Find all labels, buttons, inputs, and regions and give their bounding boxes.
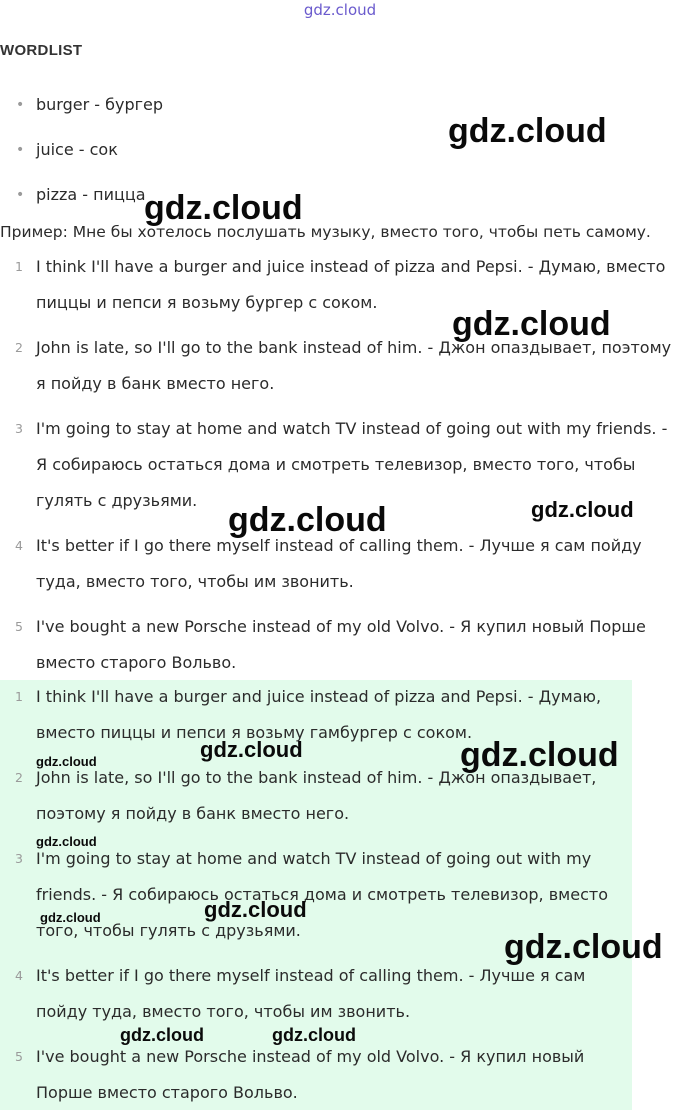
wordlist-item-text: juice - сок: [36, 140, 118, 159]
answer-item: [0, 958, 632, 1030]
wordlist: [0, 92, 163, 227]
item-number: 2: [15, 770, 23, 785]
bullet-icon: •: [16, 142, 25, 158]
watermark: gdz.cloud: [144, 189, 303, 227]
item-number: 3: [15, 421, 23, 436]
item-number: 2: [15, 340, 23, 355]
answer-text: I think I'll have a burger and juice instead of pizza and Pepsi. - Думаю, вместо пиццы и пепси я возьму бургер с соком.: [36, 257, 666, 312]
answer-text: I'm going to stay at home and watch TV instead of going out with my friends. - Я собираюсь остаться дома и смотреть телевизор, вместо того, чтобы гулять с друзьями.: [36, 419, 668, 510]
item-number: 4: [15, 538, 23, 553]
item-number: 5: [15, 619, 23, 634]
answer-text: It's better if I go there myself instead of calling them. - Лучше я сам пойду туда, вместо того, чтобы им звонить.: [36, 536, 642, 591]
item-number: 3: [15, 851, 23, 866]
watermark: gdz.cloud: [40, 910, 101, 925]
wordlist-item: [0, 137, 163, 182]
answer-text: I've bought a new Porsche instead of my old Volvo. - Я купил новый Порше вместо старого Вольво.: [36, 617, 646, 672]
watermark: gdz.cloud: [448, 112, 607, 150]
answer-text: I've bought a new Porsche instead of my old Volvo. - Я купил новый Порше вместо старого Вольво.: [36, 1047, 585, 1102]
watermark: gdz.cloud: [531, 497, 634, 522]
example-text: Пример: Мне бы хотелось послушать музыку, вместо того, чтобы петь самому.: [0, 223, 651, 241]
wordlist-item: [0, 92, 163, 137]
watermark-top: gdz.cloud: [303, 1, 377, 19]
watermark: gdz.cloud: [272, 1025, 356, 1045]
bullet-icon: •: [16, 97, 25, 113]
watermark: gdz.cloud: [36, 754, 97, 769]
watermark: gdz.cloud: [452, 305, 611, 343]
item-number: 4: [15, 968, 23, 983]
answer-text: It's better if I go there myself instead of calling them. - Лучше я сам пойду туда, вместо того, чтобы им звонить.: [36, 966, 586, 1021]
watermark: gdz.cloud: [120, 1025, 204, 1045]
answer-item: [0, 609, 680, 681]
item-number: 5: [15, 1049, 23, 1064]
watermark: gdz.cloud: [36, 834, 97, 849]
wordlist-item-text: burger - бургер: [36, 95, 164, 114]
answer-text: John is late, so I'll go to the bank instead of him. - Джон опаздывает, поэтому я пойду в банк вместо него.: [36, 338, 672, 393]
answer-text: John is late, so I'll go to the bank instead of him. - Джон опаздывает, поэтому я пойду в банк вместо него.: [36, 768, 597, 823]
bullet-icon: •: [16, 187, 25, 203]
wordlist-item-text: pizza - пицца: [36, 185, 146, 204]
item-number: 1: [15, 259, 23, 274]
watermark: gdz.cloud: [504, 928, 663, 966]
wordlist-heading: WORDLIST: [0, 42, 83, 59]
watermark: gdz.cloud: [228, 501, 387, 539]
watermark: gdz.cloud: [204, 897, 307, 922]
watermark: gdz.cloud: [460, 736, 619, 774]
item-number: 1: [15, 689, 23, 704]
watermark: gdz.cloud: [200, 737, 303, 762]
answer-item: [0, 1039, 632, 1111]
answer-text: I think I'll have a burger and juice instead of pizza and Pepsi. - Думаю, вместо пиццы и пепси я возьму гамбургер с соком.: [36, 687, 602, 742]
answer-text: I'm going to stay at home and watch TV instead of going out with my friends. - Я собираюсь остаться дома и смотреть телевизор, вместо того, чтобы гулять с друзьями.: [36, 849, 608, 940]
